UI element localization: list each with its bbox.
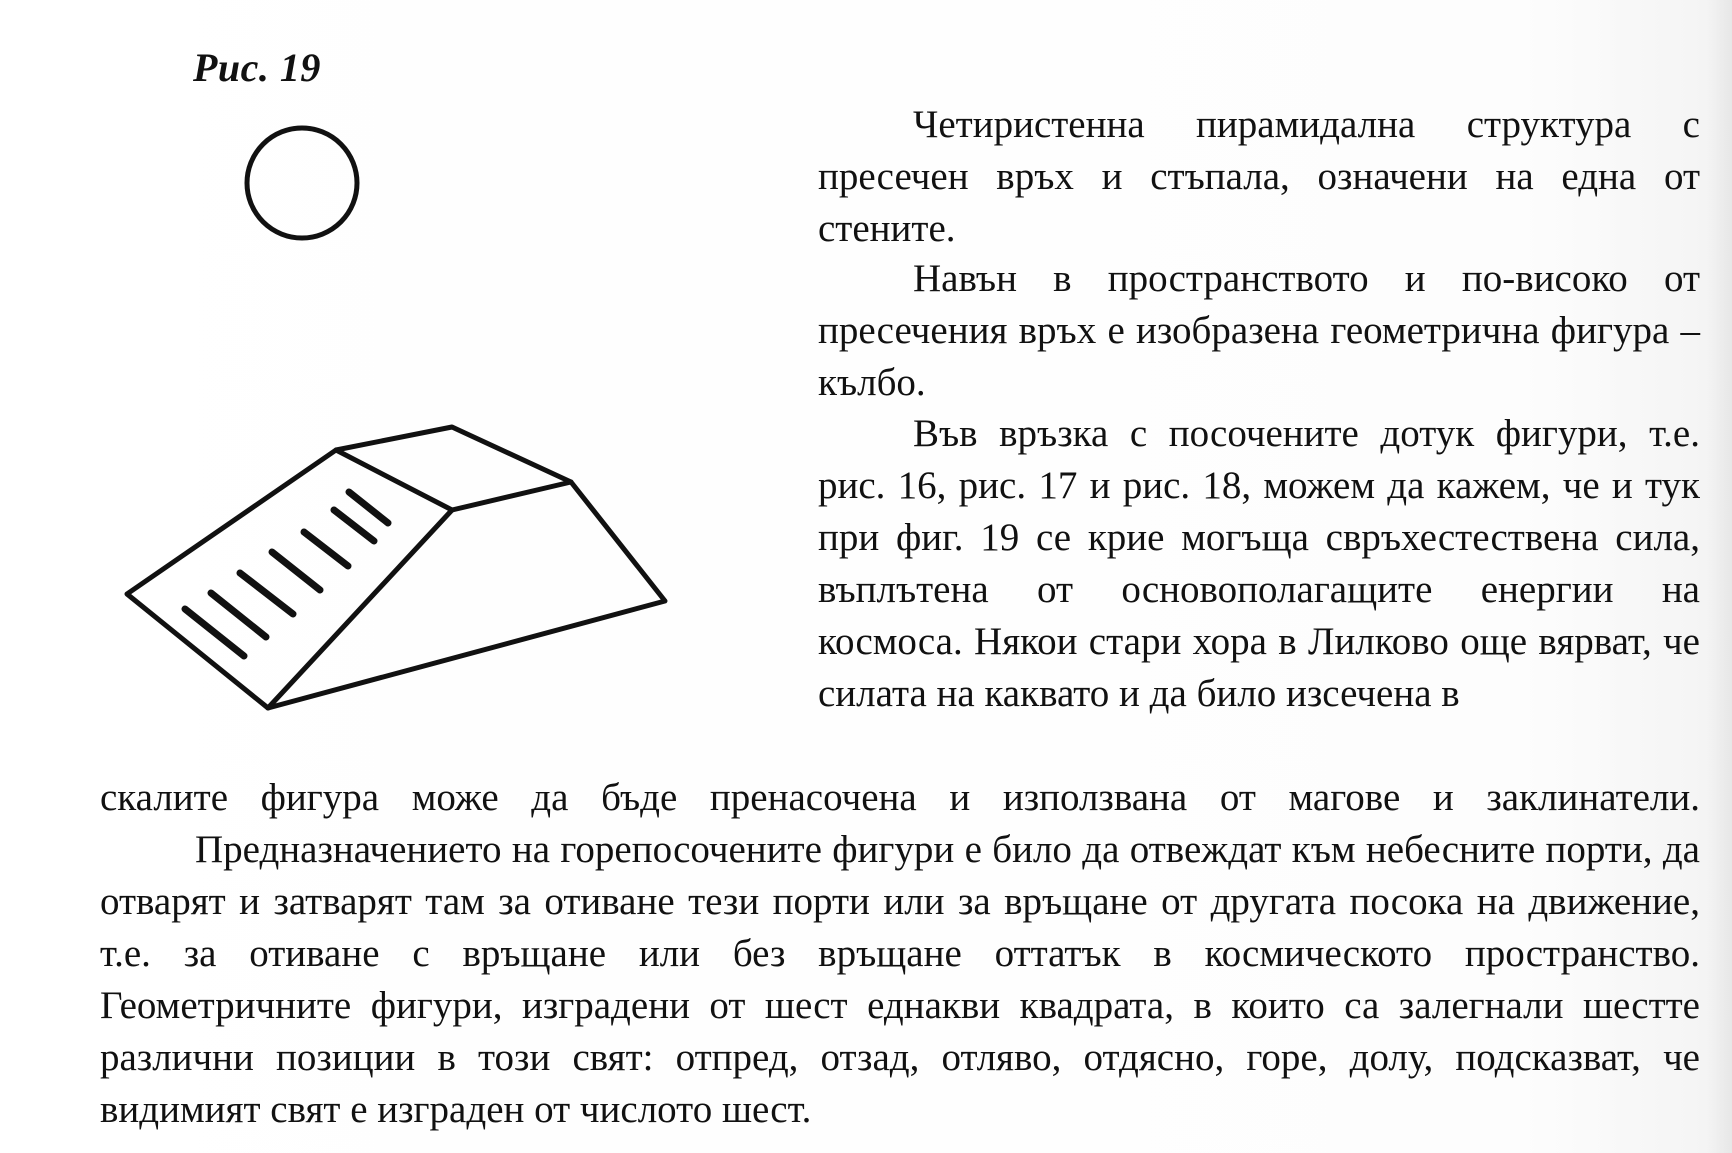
sphere-circle [247,128,357,238]
pyramid-top-edge-front [336,450,452,510]
step-mark [349,492,388,523]
paragraph-3-part-2: скалите фигура може да бъде пренасочена и използвана от магове и заклинатели. [100,776,1700,819]
pyramid-ridge-edge [268,510,452,708]
step-mark [304,532,348,566]
page-edge-shadow [1706,0,1732,1153]
step-mark [334,510,374,541]
step-mark [240,573,293,614]
pyramid-top-edge-right [452,482,571,510]
step-mark [272,552,320,590]
paragraph-4: Предназначението на горепосочените фигури е било да отвеждат към небесните порти, да отварят и затварят там за отиване тези порти или за връщане от другата посока на движение, т.е. за отиване с връщане или без връщане оттатък в космическото пространство. Геометричните фигури, изградени от шест еднакви квадрата, в които са залегнали шестте различни позиции в този свят: отпред, отзад, отляво, отдясно, горе, долу, подсказват, че видимият свят е изграден от числото шест. [100,828,1700,1131]
paragraph-3-part-1: Във връзка с посочените дотук фигури, т.е. рис. 16, рис. 17 и рис. 18, можем да кажем, че и тук при фиг. 19 се крие могъща свръхестествена сила, въплътена от основополагащите енергии на космоса. Някои стари хора в Лилково още вярват, че силата на каквато и да било изсечена в [818,412,1700,715]
paragraph-2: Навън в пространството и по-високо от пресечения връх е изобразена геометрична фигура – кълбо. [818,257,1700,404]
paragraph-1: Четиристенна пирамидална структура с пресечен връх и стъпала, означени на една от стените. [818,103,1700,250]
figure-19-illustration [0,0,800,760]
figure-caption: Рис. 19 [193,45,321,90]
step-mark [211,593,266,637]
